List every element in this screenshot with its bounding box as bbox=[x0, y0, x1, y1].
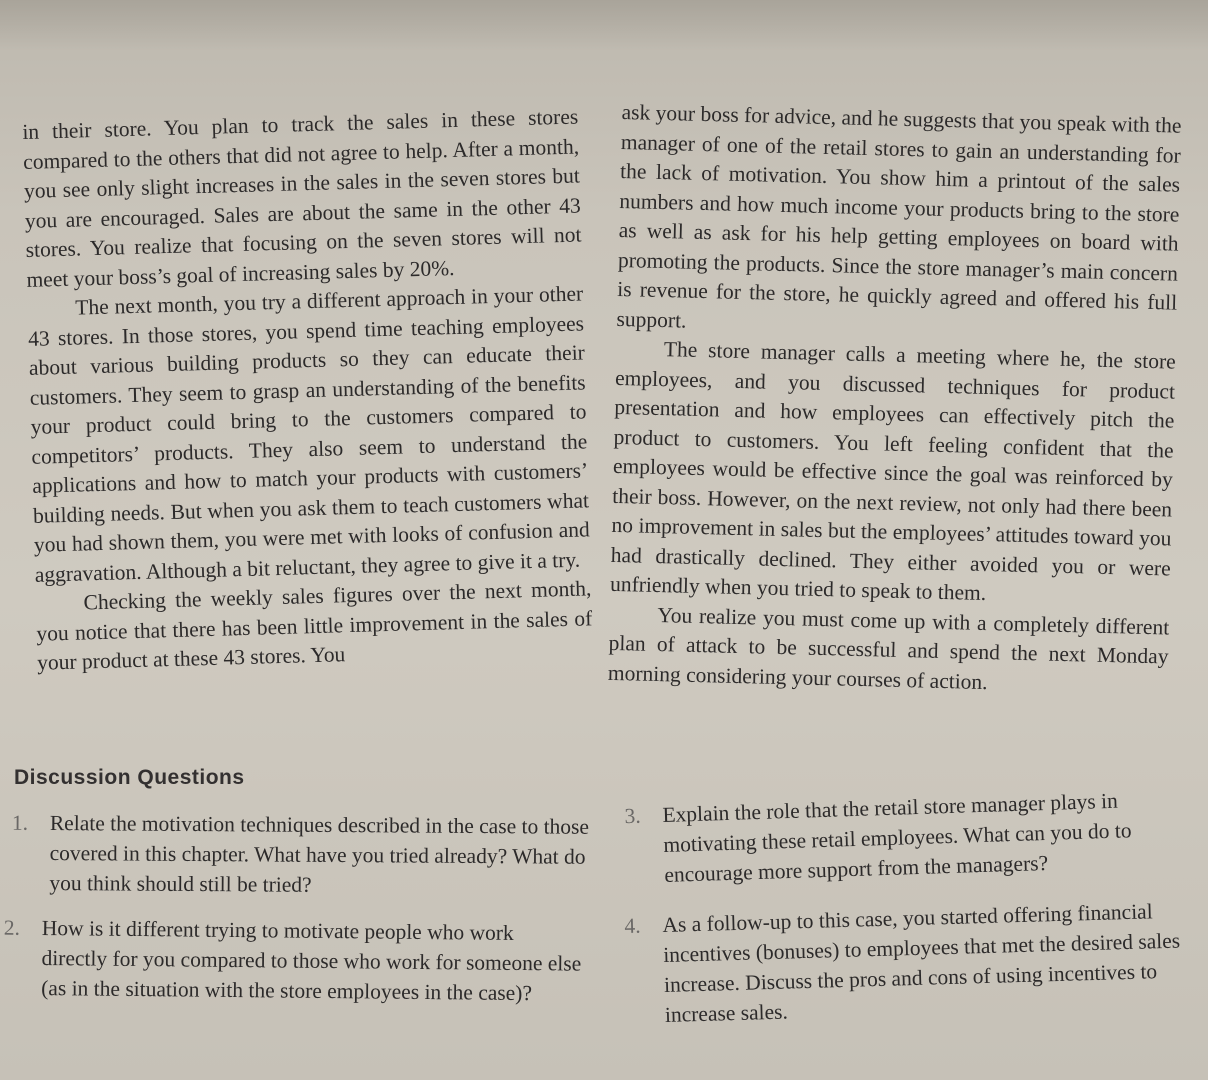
question-number: 4. bbox=[624, 913, 641, 939]
left-paragraph-1: in their store. You plan to track the sales in these stores compared to the others that did not agree to help. After a month, you see only slight increases in the sales in the seven stores but you are encouraged. Sales are about the same in the other 43 stores. You realize that focusing on the seven stores will not meet your boss’s goal of increasing sales by 20%. bbox=[22, 104, 582, 292]
question-4 bbox=[624, 895, 1195, 1030]
left-paragraph-2: The next month, you try a different approach in your other 43 stores. In those stores, you spend time teaching employees about various building products so they can educate their customers. They seem to grasp an understanding of the benefits your product could bring to the customers compared to competitors’ products. They also seem to understand the applications and how to match your products with customers’ building needs. But when you ask them to teach customers what you had shown them, you were met with looks of confusion and aggravation. Although a bit reluctant, they agree to give it a try. bbox=[27, 281, 591, 587]
page-shadow bbox=[0, 0, 1208, 50]
question-text: As a follow-up to this case, you started offering financial incentives (bonuses) to employees that met the desired sales increase. Discuss the pros and cons of using incentives to increase sales. bbox=[662, 899, 1181, 1027]
question-2 bbox=[3, 913, 582, 1009]
question-3 bbox=[624, 783, 1195, 890]
left-paragraph-3: Checking the weekly sales figures over the next month, you notice that there has been little improvement in the sales of your product at these 43 stores. You bbox=[36, 576, 593, 675]
question-text: How is it different trying to motivate people who work directly for you compared to those who work for someone else (as in the situation with the store employees in the case)? bbox=[41, 915, 582, 1006]
discussion-heading: Discussion Questions bbox=[14, 766, 245, 789]
question-number: 3. bbox=[624, 803, 641, 829]
left-text-column bbox=[22, 102, 593, 678]
question-number: 2. bbox=[3, 915, 21, 940]
right-paragraph-3: You realize you must come up with a completely different plan of attack to be successful and spend the next Monday morning considering your courses of action. bbox=[607, 602, 1170, 694]
right-paragraph-1: ask your boss for advice, and he suggests that you speak with the manager of one of the retail stores to gain an understanding for the lack of motivation. You show him a printout of the sales numbers and how much income your products bring to the store as well as ask for his help getting employees on board with promoting the products. Since the store manager’s main concern is revenue for the store, he quickly agreed and offered his full support. bbox=[616, 99, 1182, 333]
right-paragraph-2: The store manager calls a meeting where he, the store employees, and you discussed techniques for product presentation and how employees can effectively pitch the product to customers. You left feeling confident that the employees would be effective since the goal was reinforced by their boss. However, on the next review, not only had there been no improvement in sales but the employees’ attitudes toward you had drastically declined. They either avoided you or were unfriendly when you tried to speak to them. bbox=[609, 337, 1177, 606]
right-text-column bbox=[608, 98, 1182, 702]
question-number: 1. bbox=[11, 810, 29, 835]
question-1 bbox=[11, 808, 590, 902]
question-text: Explain the role that the retail store manager plays in motivating these retail employees. What can you do to encourage more support from the managers? bbox=[662, 788, 1132, 887]
question-text: Relate the motivation techniques described in the case to those covered in this chapter. What have you tried already? What do you think should still be tried? bbox=[49, 810, 590, 897]
